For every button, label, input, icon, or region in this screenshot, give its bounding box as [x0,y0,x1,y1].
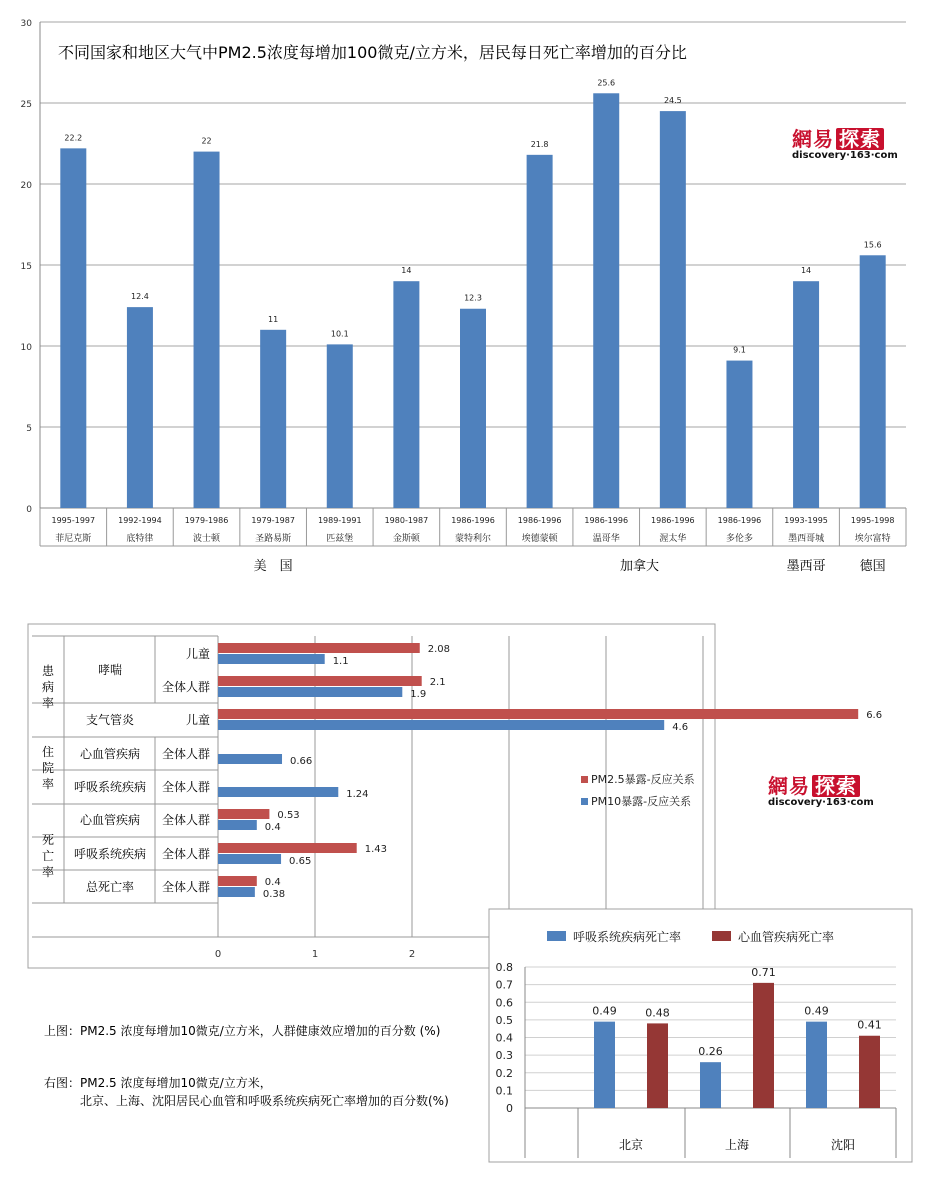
bar-pm25 [218,676,422,686]
group-label-char: 住 [41,745,55,759]
outcome-label: 呼吸系统疾病 [73,847,147,861]
data-label: 15.6 [863,240,882,250]
data-label-pm25: 2.08 [427,644,451,655]
period-label: 1995-1997 [51,516,96,525]
x-tick-label: 1 [311,949,319,960]
group-label-char: 院 [41,761,55,775]
caption-right-figure-line2: 北京、上海、沈阳居民心血管和呼吸系统疾病死亡率增加的百分数(%) [80,1094,449,1108]
period-label: 1980-1987 [384,516,429,525]
category-label: 上海 [724,1138,750,1152]
bar [726,361,752,508]
data-label-pm25: 0.4 [264,877,281,888]
bar [260,330,286,508]
legend-label: PM2.5暴露-反应关系 [591,773,695,786]
bar [700,1062,721,1108]
bar [859,1036,880,1108]
chart-cities [489,909,912,1162]
period-label: 1986-1996 [584,516,629,525]
legend-swatch [581,776,588,783]
bar-pm25 [218,809,269,819]
outcome-label: 呼吸系统疾病 [73,780,147,794]
city-label: 埃德蒙顿 [521,534,558,544]
y-tick-label: 0.1 [495,1084,513,1098]
city-label: 多伦多 [725,534,753,544]
period-label: 1986-1996 [651,516,695,525]
population-label: 全体人群 [161,680,210,694]
y-tick-label: 15 [20,262,32,272]
bar-pm25 [218,709,858,719]
outcome-label: 心血管疾病 [79,747,141,761]
city-label: 墨西哥城 [788,534,825,544]
data-label-pm10: 4.6 [672,722,689,733]
bar-pm10 [218,654,325,664]
data-label: 22.2 [64,133,83,143]
city-label: 底特律 [126,534,154,544]
y-tick-label: 0.8 [495,961,513,974]
period-label: 1993-1995 [784,516,828,525]
chart-frame [489,909,912,1162]
legend-label: 呼吸系统疾病死亡率 [573,930,682,944]
chart-top [21,19,906,574]
bar-pm10 [218,820,257,830]
data-label-pm25: 2.1 [429,677,446,688]
data-label-pm10: 0.65 [289,856,312,867]
legend-swatch [712,931,731,941]
data-label-pm25: 6.6 [866,710,883,721]
y-tick-label: 5 [26,424,32,434]
y-tick-label: 25 [20,100,32,110]
bar-pm10 [218,854,281,864]
bar [660,111,686,508]
category-label: 沈阳 [830,1138,856,1152]
bar-pm25 [218,843,357,853]
city-label: 菲尼克斯 [55,534,92,544]
group-label-char: 病 [41,680,55,694]
data-label-pm10: 1.9 [410,689,427,700]
city-label: 波士顿 [193,534,221,544]
period-label: 1986-1996 [517,516,562,525]
country-label: 德国 [859,559,886,574]
bar [194,152,220,508]
period-label: 1992-1994 [118,516,162,525]
bar-pm25 [218,876,257,886]
chart-title: 不同国家和地区大气中PM2.5浓度每增加100微克/立方米，居民每日死亡率增加的百分比 [58,43,687,62]
city-label: 蒙特利尔 [454,534,492,544]
population-label: 全体人群 [161,880,210,894]
city-label: 圣路易斯 [255,534,292,544]
logo-url: discovery·163·com [768,797,874,808]
netease-discovery-logo [792,128,902,168]
y-tick-label: 0 [26,505,32,515]
data-label: 12.3 [464,293,482,303]
data-label: 12.4 [131,292,149,302]
data-label-pm10: 0.4 [264,822,281,833]
bar [753,983,774,1108]
data-label-pm10: 0.66 [290,756,313,767]
bar-pm10 [218,720,664,730]
group-label-char: 亡 [41,849,55,863]
category-label: 北京 [618,1138,644,1152]
city-label: 金斯顿 [392,534,420,544]
logo-tag: 探索 [836,128,884,150]
y-tick-label: 10 [20,343,32,353]
logo-name: 網易 [768,774,810,798]
data-label: 0.48 [645,1006,670,1020]
data-label-pm10: 1.1 [332,656,349,667]
period-label: 1995-1998 [850,516,895,525]
group-label-char: 率 [41,696,55,710]
bar [647,1023,668,1108]
period-label: 1986-1996 [451,516,495,525]
bar [393,281,419,508]
logo-name: 網易 [792,127,834,151]
group-label-char: 率 [41,865,55,879]
bar-pm10 [218,754,282,764]
bar [327,344,353,508]
y-tick-label: 0.3 [495,1049,513,1063]
data-label: 0.49 [592,1004,617,1018]
period-label: 1986-1996 [717,516,762,525]
data-label: 0.41 [857,1018,882,1032]
bar-pm10 [218,887,255,897]
legend-label: 心血管疾病死亡率 [738,930,835,944]
population-label: 儿童 [185,713,210,727]
logo-url: discovery·163·com [792,150,898,161]
country-label: 墨西哥 [786,559,826,574]
legend-label: PM10暴露-反应关系 [591,795,692,808]
city-label: 埃尔富特 [854,534,891,544]
bar [806,1022,827,1108]
data-label-pm10: 0.38 [262,889,286,900]
group-label-char: 死 [41,833,55,847]
period-label: 1979-1987 [251,516,295,525]
country-label: 美 国 [253,559,293,574]
y-tick-label: 0.4 [495,1031,513,1045]
outcome-label: 哮喘 [97,663,123,677]
population-label: 全体人群 [161,780,210,794]
legend-swatch [547,931,566,941]
data-label: 21.8 [530,139,549,149]
bar [460,309,486,508]
bar [527,155,553,508]
y-tick-label: 0.6 [495,996,513,1010]
netease-discovery-logo-2 [768,775,878,815]
data-label: 14 [800,266,812,276]
population-label: 全体人群 [161,747,210,761]
outcome-label: 总死亡率 [85,880,135,894]
y-tick-label: 0 [506,1102,513,1115]
y-tick-label: 0.7 [495,978,513,992]
legend-swatch [581,798,588,805]
data-label: 11 [268,314,279,324]
data-label: 24.5 [663,96,682,106]
bar [594,1022,615,1108]
bar [793,281,819,508]
bar-pm25 [218,643,420,653]
y-tick-label: 30 [20,19,32,29]
population-label: 全体人群 [161,813,210,827]
caption-top-figure: 上图：PM2.5 浓度每增加10微克/立方米，人群健康效应增加的百分数 (%) [44,1024,441,1038]
data-label: 0.26 [698,1045,723,1059]
data-label: 14 [401,266,412,276]
bar [127,307,153,508]
caption-right-figure-line1: 右图：PM2.5 浓度每增加10微克/立方米， [44,1076,272,1090]
city-label: 温哥华 [592,534,620,544]
data-label-pm25: 0.53 [277,810,300,821]
outcome-label: 心血管疾病 [79,813,141,827]
data-label: 22 [201,136,212,146]
bar [60,148,86,508]
logo-tag: 探索 [812,775,860,797]
period-label: 1979-1986 [184,516,229,525]
data-label-pm10: 1.24 [346,789,369,800]
x-tick-label: 0 [214,949,222,960]
y-tick-label: 0.5 [495,1013,513,1027]
y-tick-label: 0.2 [495,1066,513,1080]
y-tick-label: 20 [20,181,32,191]
data-label: 10.1 [330,329,349,339]
x-tick-label: 2 [408,949,416,960]
data-label: 0.49 [804,1004,829,1018]
bar [860,255,886,508]
group-label-char: 患 [41,664,55,678]
group-label-char: 率 [41,777,55,791]
population-label: 全体人群 [161,847,210,861]
bar-pm10 [218,787,338,797]
data-label-pm25: 1.43 [364,844,387,855]
period-label: 1989-1991 [317,516,362,525]
bar [593,93,619,508]
outcome-label: 支气管炎 [85,713,135,727]
data-label: 25.6 [597,78,616,88]
city-label: 渥太华 [659,534,687,544]
city-label: 匹兹堡 [326,534,354,544]
country-label: 加拿大 [620,559,660,574]
data-label: 0.71 [751,965,776,979]
bar-pm10 [218,687,402,697]
data-label: 9.1 [733,345,746,355]
population-label: 儿童 [185,647,210,661]
